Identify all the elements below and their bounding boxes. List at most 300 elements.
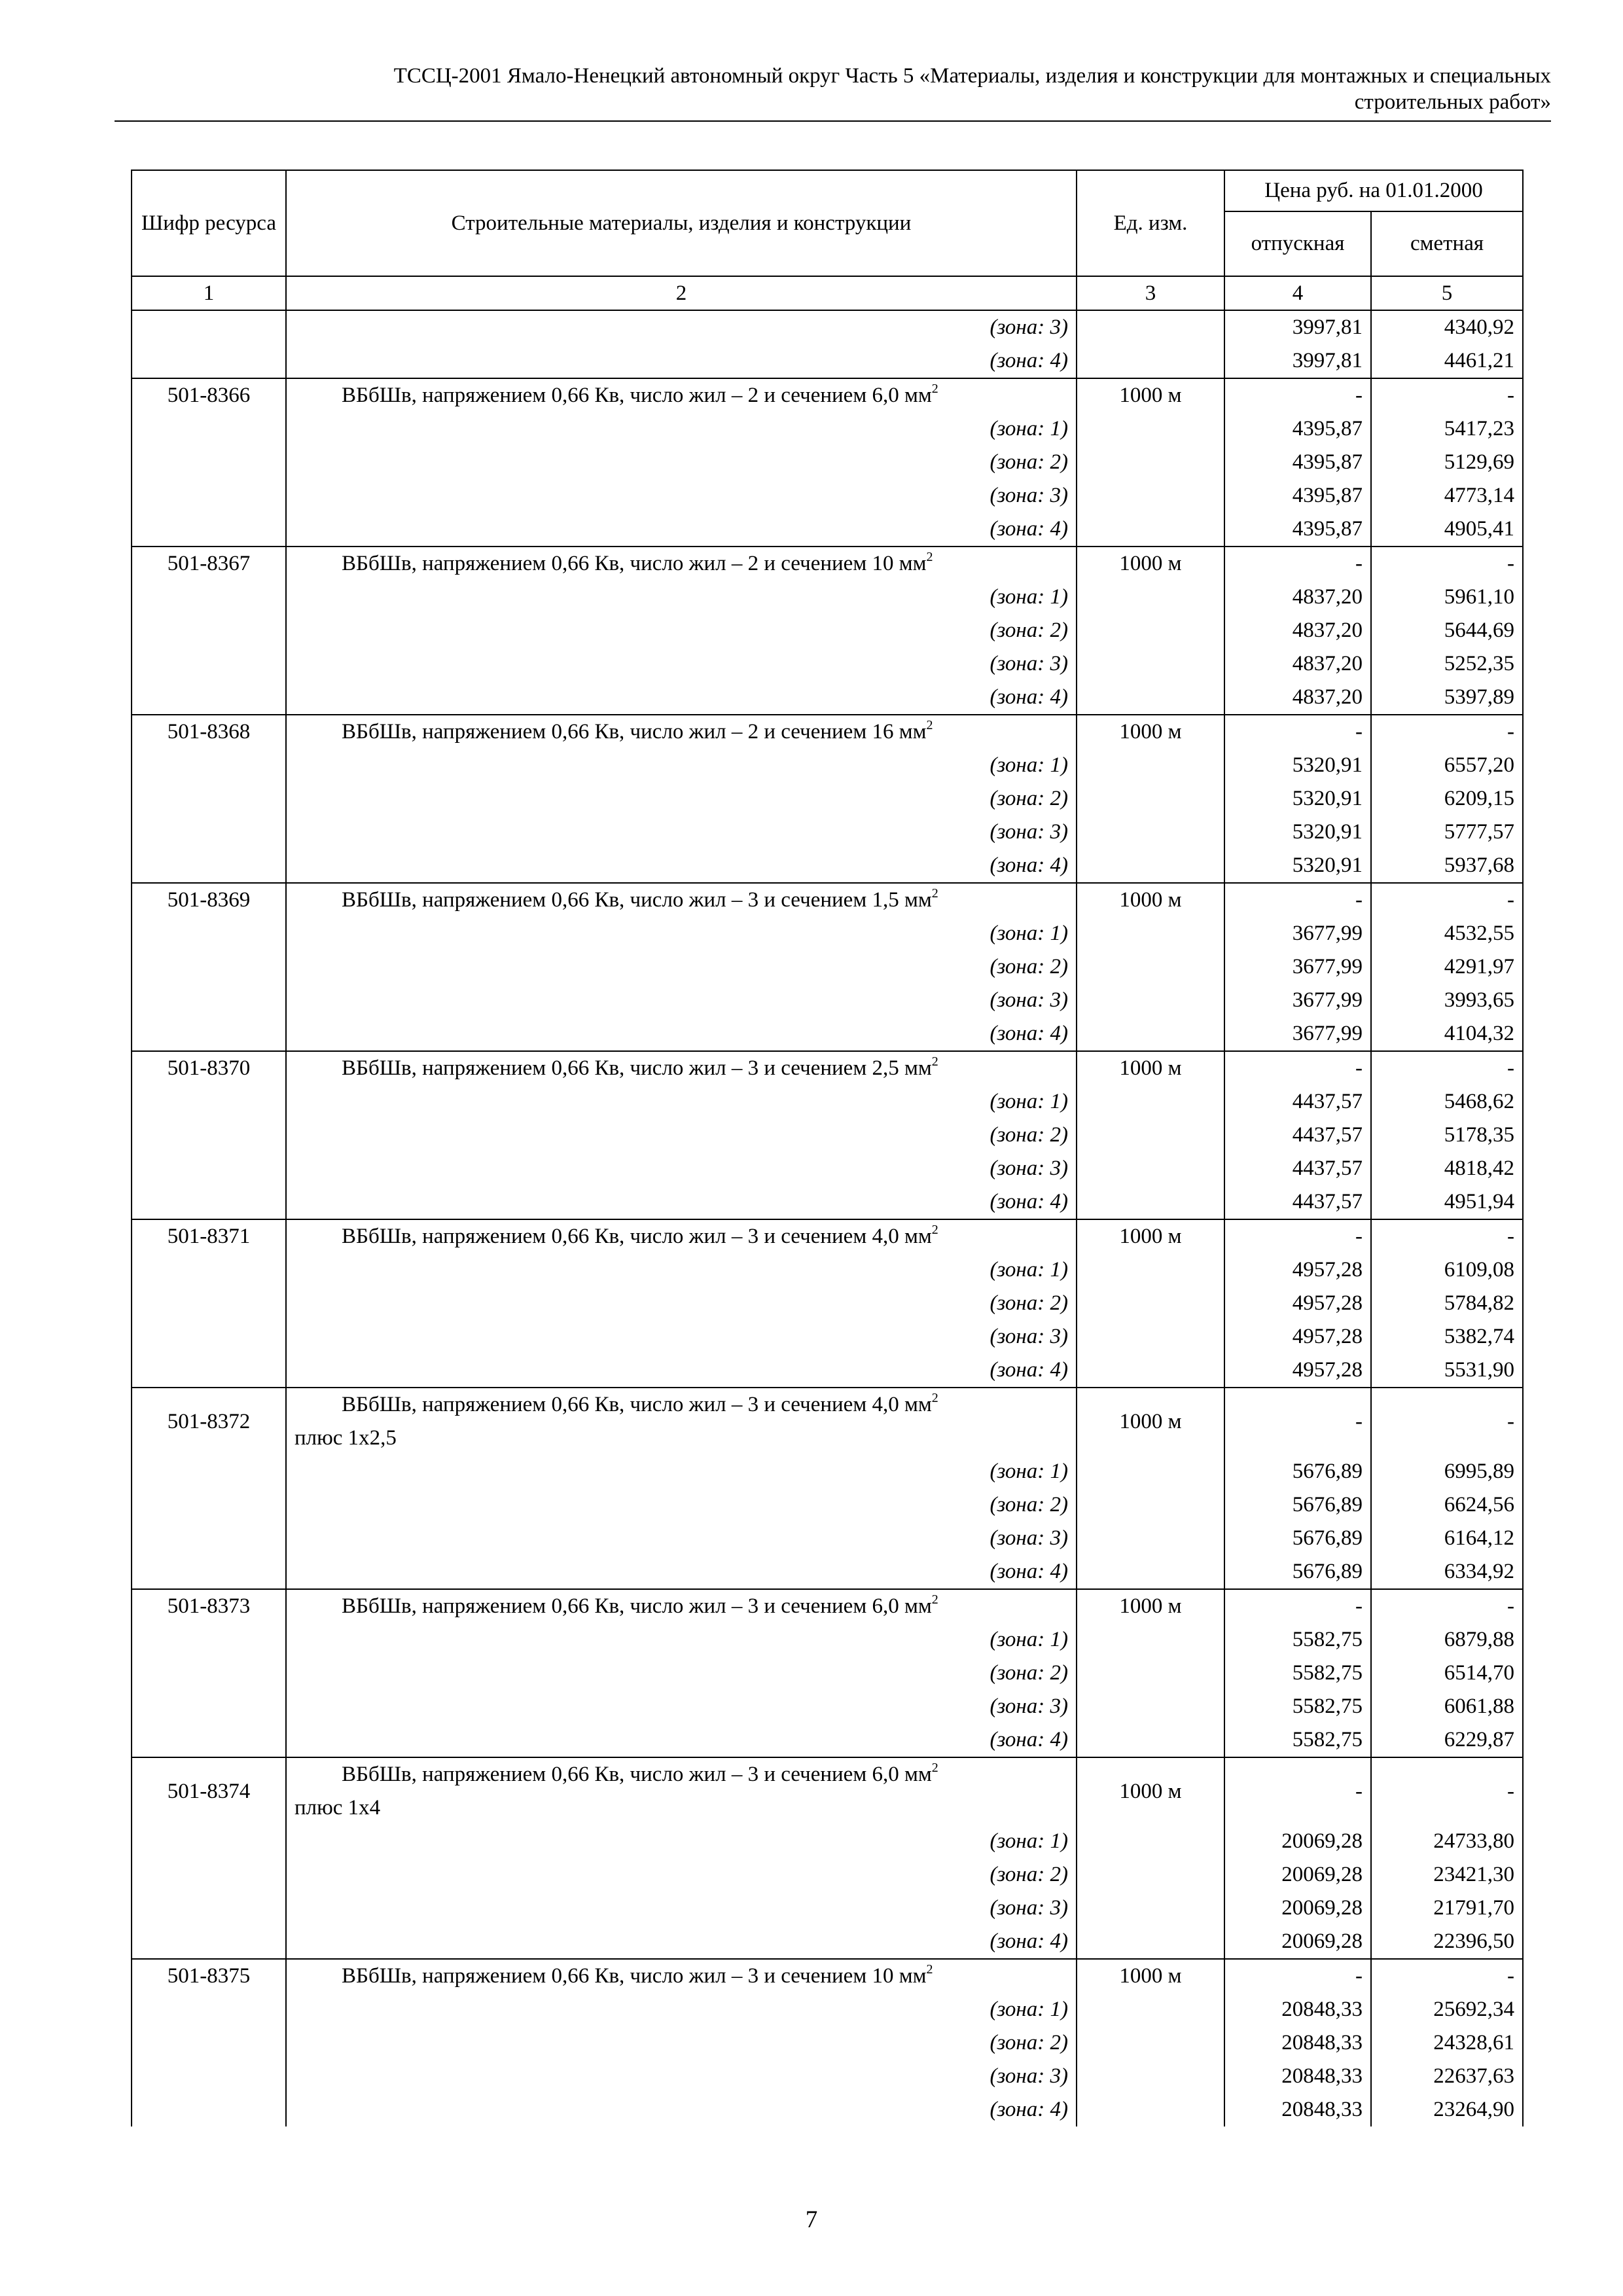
release-price: 3997,81 — [1224, 310, 1371, 344]
zone-row — [132, 479, 1523, 512]
resource-code-cell — [132, 1825, 286, 1858]
column-number: 4 — [1224, 276, 1371, 310]
zone-row — [132, 1825, 1523, 1858]
estimate-price: 4532,55 — [1371, 917, 1523, 950]
unit-cell — [1077, 2060, 1224, 2093]
table-row — [132, 547, 1523, 581]
resource-code-cell — [132, 1555, 286, 1589]
estimate-price: 23264,90 — [1371, 2093, 1523, 2126]
unit-cell — [1077, 1455, 1224, 1488]
column-number: 3 — [1077, 276, 1224, 310]
header-code: Шифр ресурса — [132, 170, 286, 276]
resource-code-cell — [132, 681, 286, 715]
table-row — [132, 1388, 1523, 1455]
resource-code-cell — [132, 1152, 286, 1185]
square-superscript: 2 — [931, 382, 938, 396]
column-number: 2 — [286, 276, 1077, 310]
material-name-text: ВБбШв, напряжением 0,66 Кв, число жил – 3 и сечением 10 мм — [342, 1964, 927, 1988]
release-price: - — [1224, 1219, 1371, 1253]
zone-label: (зона: 2) — [286, 782, 1077, 816]
estimate-price: - — [1371, 1388, 1523, 1455]
unit-cell — [1077, 647, 1224, 681]
estimate-price: 4461,21 — [1371, 344, 1523, 378]
resource-code-cell — [132, 816, 286, 849]
estimate-price: 5129,69 — [1371, 446, 1523, 479]
material-name — [286, 883, 1077, 917]
release-price: 5582,75 — [1224, 1690, 1371, 1723]
resource-code-cell — [132, 1253, 286, 1287]
resource-code-cell — [132, 749, 286, 782]
name-indent — [294, 384, 342, 407]
name-indent — [294, 1056, 342, 1080]
unit-cell — [1077, 917, 1224, 950]
zone-label: (зона: 2) — [286, 1858, 1077, 1892]
estimate-price: - — [1371, 1589, 1523, 1623]
material-name-text: ВБбШв, напряжением 0,66 Кв, число жил – 3 и сечением 1,5 мм — [342, 888, 932, 912]
zone-label: (зона: 3) — [286, 1892, 1077, 1925]
page-number: 7 — [805, 2206, 818, 2233]
unit: 1000 м — [1077, 378, 1224, 412]
zone-label: (зона: 3) — [286, 1690, 1077, 1723]
release-price: 4957,28 — [1224, 1354, 1371, 1388]
square-superscript: 2 — [931, 886, 938, 901]
resource-code-cell — [132, 581, 286, 614]
release-price: 20848,33 — [1224, 1993, 1371, 2026]
release-price: 4437,57 — [1224, 1119, 1371, 1152]
square-superscript: 2 — [931, 1054, 938, 1069]
resource-code-cell — [132, 1522, 286, 1555]
unit-cell — [1077, 1253, 1224, 1287]
material-name — [286, 378, 1077, 412]
resource-code-cell — [132, 1657, 286, 1690]
zone-label: (зона: 3) — [286, 1152, 1077, 1185]
resource-code-cell — [132, 1287, 286, 1320]
release-price: 3997,81 — [1224, 344, 1371, 378]
resource-code-cell — [132, 446, 286, 479]
zone-row — [132, 782, 1523, 816]
header-price: Цена руб. на 01.01.2000 — [1224, 170, 1523, 211]
estimate-price: - — [1371, 1051, 1523, 1085]
release-price: 5582,75 — [1224, 1723, 1371, 1757]
estimate-price: 6209,15 — [1371, 782, 1523, 816]
header-name: Строительные материалы, изделия и конструкции — [286, 170, 1077, 276]
estimate-price: 24328,61 — [1371, 2026, 1523, 2060]
zone-row — [132, 816, 1523, 849]
unit-cell — [1077, 1623, 1224, 1657]
zone-label: (зона: 4) — [286, 1555, 1077, 1589]
release-price: 4395,87 — [1224, 479, 1371, 512]
zone-row — [132, 950, 1523, 984]
resource-code-cell — [132, 344, 286, 378]
release-price: - — [1224, 715, 1371, 749]
header-rule — [115, 120, 1551, 122]
release-price: 3677,99 — [1224, 984, 1371, 1017]
zone-row — [132, 1287, 1523, 1320]
unit-cell — [1077, 749, 1224, 782]
zone-label: (зона: 2) — [286, 446, 1077, 479]
unit-cell — [1077, 1555, 1224, 1589]
zone-label: (зона: 1) — [286, 1993, 1077, 2026]
zone-label: (зона: 4) — [286, 2093, 1077, 2126]
estimate-price: 6879,88 — [1371, 1623, 1523, 1657]
unit-cell — [1077, 1825, 1224, 1858]
estimate-price: 4340,92 — [1371, 310, 1523, 344]
estimate-price: 4905,41 — [1371, 512, 1523, 547]
estimate-price: 5397,89 — [1371, 681, 1523, 715]
unit-cell — [1077, 816, 1224, 849]
resource-code: 501-8368 — [132, 715, 286, 749]
material-name — [286, 715, 1077, 749]
unit-cell — [1077, 2093, 1224, 2126]
zone-row — [132, 581, 1523, 614]
zone-row — [132, 310, 1523, 344]
material-name-text: ВБбШв, напряжением 0,66 Кв, число жил – 3 и сечением 6,0 мм — [342, 1763, 932, 1786]
table-row — [132, 378, 1523, 412]
zone-label: (зона: 3) — [286, 1522, 1077, 1555]
estimate-price: 5417,23 — [1371, 412, 1523, 446]
unit-cell — [1077, 1287, 1224, 1320]
unit-cell — [1077, 782, 1224, 816]
resource-code-cell — [132, 950, 286, 984]
zone-label: (зона: 4) — [286, 344, 1077, 378]
unit-cell — [1077, 1892, 1224, 1925]
resource-code: 501-8374 — [132, 1757, 286, 1825]
zone-label: (зона: 4) — [286, 1354, 1077, 1388]
release-price: 5676,89 — [1224, 1488, 1371, 1522]
material-name-text: ВБбШв, напряжением 0,66 Кв, число жил – 3 и сечением 6,0 мм — [342, 1594, 932, 1618]
resource-code-cell — [132, 849, 286, 883]
estimate-price: 3993,65 — [1371, 984, 1523, 1017]
release-price: 20848,33 — [1224, 2060, 1371, 2093]
zone-row — [132, 1657, 1523, 1690]
zone-row — [132, 1185, 1523, 1219]
unit: 1000 м — [1077, 1219, 1224, 1253]
zone-label: (зона: 1) — [286, 1085, 1077, 1119]
unit-cell — [1077, 1993, 1224, 2026]
resource-code-cell — [132, 1185, 286, 1219]
column-number: 1 — [132, 276, 286, 310]
material-name-text: ВБбШв, напряжением 0,66 Кв, число жил – 3 и сечением 2,5 мм — [342, 1056, 932, 1080]
estimate-price: 4291,97 — [1371, 950, 1523, 984]
release-price: 3677,99 — [1224, 1017, 1371, 1051]
release-price: 20069,28 — [1224, 1858, 1371, 1892]
release-price: 5582,75 — [1224, 1623, 1371, 1657]
estimate-price: 5252,35 — [1371, 647, 1523, 681]
table-row — [132, 1757, 1523, 1825]
zone-label: (зона: 2) — [286, 1287, 1077, 1320]
resource-code: 501-8371 — [132, 1219, 286, 1253]
release-price: 4837,20 — [1224, 681, 1371, 715]
zone-label: (зона: 4) — [286, 1017, 1077, 1051]
resource-code: 501-8375 — [132, 1959, 286, 1993]
estimate-price: 5784,82 — [1371, 1287, 1523, 1320]
estimate-price: 6109,08 — [1371, 1253, 1523, 1287]
material-name — [286, 1219, 1077, 1253]
unit: 1000 м — [1077, 1051, 1224, 1085]
unit-cell — [1077, 1119, 1224, 1152]
resource-code-cell — [132, 412, 286, 446]
release-price: 20069,28 — [1224, 1925, 1371, 1959]
zone-row — [132, 681, 1523, 715]
table-row — [132, 1959, 1523, 1993]
zone-label: (зона: 1) — [286, 749, 1077, 782]
zone-label: (зона: 2) — [286, 1119, 1077, 1152]
zone-row — [132, 1119, 1523, 1152]
zone-label: (зона: 2) — [286, 950, 1077, 984]
estimate-price: 6514,70 — [1371, 1657, 1523, 1690]
unit-cell — [1077, 2026, 1224, 2060]
unit-cell — [1077, 681, 1224, 715]
zone-label: (зона: 4) — [286, 1723, 1077, 1757]
name-indent — [294, 1393, 342, 1416]
zone-row — [132, 614, 1523, 647]
resource-code: 501-8369 — [132, 883, 286, 917]
unit: 1000 м — [1077, 1757, 1224, 1825]
release-price: 4395,87 — [1224, 446, 1371, 479]
release-price: 4437,57 — [1224, 1085, 1371, 1119]
estimate-price: 21791,70 — [1371, 1892, 1523, 1925]
resource-code-cell — [132, 1723, 286, 1757]
release-price: 5320,91 — [1224, 782, 1371, 816]
name-indent — [294, 552, 342, 575]
unit-cell — [1077, 1085, 1224, 1119]
unit-cell — [1077, 950, 1224, 984]
material-name — [286, 1959, 1077, 1993]
zone-row — [132, 1320, 1523, 1354]
estimate-price: 6995,89 — [1371, 1455, 1523, 1488]
zone-row — [132, 512, 1523, 547]
zone-row — [132, 1925, 1523, 1959]
resource-code: 501-8370 — [132, 1051, 286, 1085]
unit-cell — [1077, 344, 1224, 378]
release-price: - — [1224, 883, 1371, 917]
column-numbers-row — [132, 276, 1523, 310]
table-row — [132, 1219, 1523, 1253]
zone-row — [132, 1690, 1523, 1723]
zone-row — [132, 412, 1523, 446]
unit-cell — [1077, 1488, 1224, 1522]
resource-code: 501-8372 — [132, 1388, 286, 1455]
zone-row — [132, 849, 1523, 883]
zone-label: (зона: 3) — [286, 2060, 1077, 2093]
material-name — [286, 1757, 1077, 1825]
resource-code-cell — [132, 512, 286, 547]
zone-label: (зона: 3) — [286, 479, 1077, 512]
resource-code: 501-8366 — [132, 378, 286, 412]
header-release: отпускная — [1224, 211, 1371, 276]
column-number: 5 — [1371, 276, 1523, 310]
zone-row — [132, 1522, 1523, 1555]
name-indent — [294, 1964, 342, 1988]
unit: 1000 м — [1077, 715, 1224, 749]
zone-row — [132, 1354, 1523, 1388]
zone-row — [132, 2026, 1523, 2060]
material-name-tail: плюс 1х2,5 — [294, 1426, 397, 1450]
release-price: 3677,99 — [1224, 950, 1371, 984]
zone-label: (зона: 4) — [286, 512, 1077, 547]
zone-row — [132, 1017, 1523, 1051]
release-price: 20069,28 — [1224, 1892, 1371, 1925]
estimate-price: 5644,69 — [1371, 614, 1523, 647]
zone-row — [132, 917, 1523, 950]
release-price: - — [1224, 547, 1371, 581]
zone-label: (зона: 2) — [286, 1488, 1077, 1522]
name-indent — [294, 888, 342, 912]
estimate-price: 22637,63 — [1371, 2060, 1523, 2093]
resource-code-cell — [132, 2060, 286, 2093]
unit-cell — [1077, 1017, 1224, 1051]
unit: 1000 м — [1077, 547, 1224, 581]
zone-label: (зона: 3) — [286, 1320, 1077, 1354]
table-header — [132, 170, 1523, 310]
zone-row — [132, 2093, 1523, 2126]
estimate-price: 5961,10 — [1371, 581, 1523, 614]
material-name — [286, 547, 1077, 581]
release-price: 4957,28 — [1224, 1320, 1371, 1354]
resource-code: 501-8373 — [132, 1589, 286, 1623]
release-price: - — [1224, 1589, 1371, 1623]
resource-code-cell — [132, 310, 286, 344]
zone-label: (зона: 2) — [286, 2026, 1077, 2060]
resource-code-cell — [132, 1320, 286, 1354]
release-price: 4437,57 — [1224, 1185, 1371, 1219]
unit-cell — [1077, 479, 1224, 512]
estimate-price: 5937,68 — [1371, 849, 1523, 883]
material-name — [286, 1589, 1077, 1623]
material-name — [286, 1051, 1077, 1085]
estimate-price: 23421,30 — [1371, 1858, 1523, 1892]
estimate-price: - — [1371, 1757, 1523, 1825]
zone-label: (зона: 4) — [286, 1925, 1077, 1959]
page-header — [115, 63, 1551, 115]
resource-code-cell — [132, 782, 286, 816]
release-price: - — [1224, 1959, 1371, 1993]
estimate-price: 4818,42 — [1371, 1152, 1523, 1185]
unit: 1000 м — [1077, 1589, 1224, 1623]
unit-cell — [1077, 412, 1224, 446]
zone-label: (зона: 4) — [286, 849, 1077, 883]
zone-label: (зона: 2) — [286, 614, 1077, 647]
estimate-price: 5382,74 — [1371, 1320, 1523, 1354]
estimate-price: 24733,80 — [1371, 1825, 1523, 1858]
header-line-1: ТССЦ-2001 Ямало-Ненецкий автономный округ Часть 5 «Материалы, изделия и конструкции для монтажных и специальных — [393, 64, 1551, 88]
release-price: - — [1224, 378, 1371, 412]
unit-cell — [1077, 1690, 1224, 1723]
unit-cell — [1077, 849, 1224, 883]
estimate-price: 6557,20 — [1371, 749, 1523, 782]
resource-code-cell — [132, 1455, 286, 1488]
zone-row — [132, 1555, 1523, 1589]
zone-label: (зона: 1) — [286, 1623, 1077, 1657]
zone-label: (зона: 1) — [286, 412, 1077, 446]
resource-code-cell — [132, 984, 286, 1017]
square-superscript: 2 — [931, 1592, 938, 1607]
square-superscript: 2 — [931, 1223, 938, 1237]
resource-code-cell — [132, 1119, 286, 1152]
estimate-price: 25692,34 — [1371, 1993, 1523, 2026]
release-price: 4837,20 — [1224, 647, 1371, 681]
unit-cell — [1077, 512, 1224, 547]
material-name-tail: плюс 1х4 — [294, 1796, 381, 1820]
square-superscript: 2 — [931, 1391, 938, 1405]
release-price: 20069,28 — [1224, 1825, 1371, 1858]
zone-label: (зона: 3) — [286, 647, 1077, 681]
zone-row — [132, 1858, 1523, 1892]
resource-code-cell — [132, 2026, 286, 2060]
release-price: 5676,89 — [1224, 1522, 1371, 1555]
estimate-price: 6164,12 — [1371, 1522, 1523, 1555]
material-name-text: ВБбШв, напряжением 0,66 Кв, число жил – 2 и сечением 16 мм — [342, 720, 927, 744]
zone-label: (зона: 4) — [286, 681, 1077, 715]
name-indent — [294, 1763, 342, 1786]
unit-cell — [1077, 1657, 1224, 1690]
zone-row — [132, 1623, 1523, 1657]
table-row — [132, 715, 1523, 749]
release-price: 4957,28 — [1224, 1287, 1371, 1320]
unit: 1000 м — [1077, 1959, 1224, 1993]
release-price: - — [1224, 1051, 1371, 1085]
resource-code-cell — [132, 1892, 286, 1925]
estimate-price: 4104,32 — [1371, 1017, 1523, 1051]
zone-row — [132, 749, 1523, 782]
header-estimate: сметная — [1371, 211, 1523, 276]
name-indent — [294, 1225, 342, 1248]
estimate-price: 6229,87 — [1371, 1723, 1523, 1757]
resource-code-cell — [132, 1623, 286, 1657]
zone-label: (зона: 2) — [286, 1657, 1077, 1690]
release-price: 4395,87 — [1224, 512, 1371, 547]
zone-row — [132, 344, 1523, 378]
square-superscript: 2 — [926, 718, 933, 732]
release-price: 5582,75 — [1224, 1657, 1371, 1690]
release-price: 5320,91 — [1224, 849, 1371, 883]
zone-label: (зона: 4) — [286, 1185, 1077, 1219]
release-price: 20848,33 — [1224, 2026, 1371, 2060]
unit-cell — [1077, 310, 1224, 344]
unit-cell — [1077, 1152, 1224, 1185]
estimate-price: 5531,90 — [1371, 1354, 1523, 1388]
zone-row — [132, 1892, 1523, 1925]
header-line-2: строительных работ» — [1354, 90, 1551, 114]
zone-row — [132, 1085, 1523, 1119]
table-row — [132, 1589, 1523, 1623]
square-superscript: 2 — [931, 1761, 938, 1775]
unit-cell — [1077, 1723, 1224, 1757]
unit: 1000 м — [1077, 1388, 1224, 1455]
zone-label: (зона: 1) — [286, 917, 1077, 950]
resource-code-cell — [132, 2093, 286, 2126]
release-price: 4437,57 — [1224, 1152, 1371, 1185]
header-unit: Ед. изм. — [1077, 170, 1224, 276]
resource-code-cell — [132, 1488, 286, 1522]
zone-label: (зона: 1) — [286, 1825, 1077, 1858]
resource-code-cell — [132, 647, 286, 681]
material-name-text: ВБбШв, напряжением 0,66 Кв, число жил – 3 и сечением 4,0 мм — [342, 1393, 932, 1416]
resource-code-cell — [132, 1690, 286, 1723]
zone-row — [132, 446, 1523, 479]
price-table — [131, 170, 1524, 2126]
release-price: 4957,28 — [1224, 1253, 1371, 1287]
unit-cell — [1077, 1858, 1224, 1892]
release-price: 4837,20 — [1224, 581, 1371, 614]
zone-label: (зона: 3) — [286, 310, 1077, 344]
unit-cell — [1077, 446, 1224, 479]
table-row — [132, 883, 1523, 917]
estimate-price: - — [1371, 378, 1523, 412]
name-indent — [294, 720, 342, 744]
estimate-price: 4773,14 — [1371, 479, 1523, 512]
unit-cell — [1077, 1185, 1224, 1219]
